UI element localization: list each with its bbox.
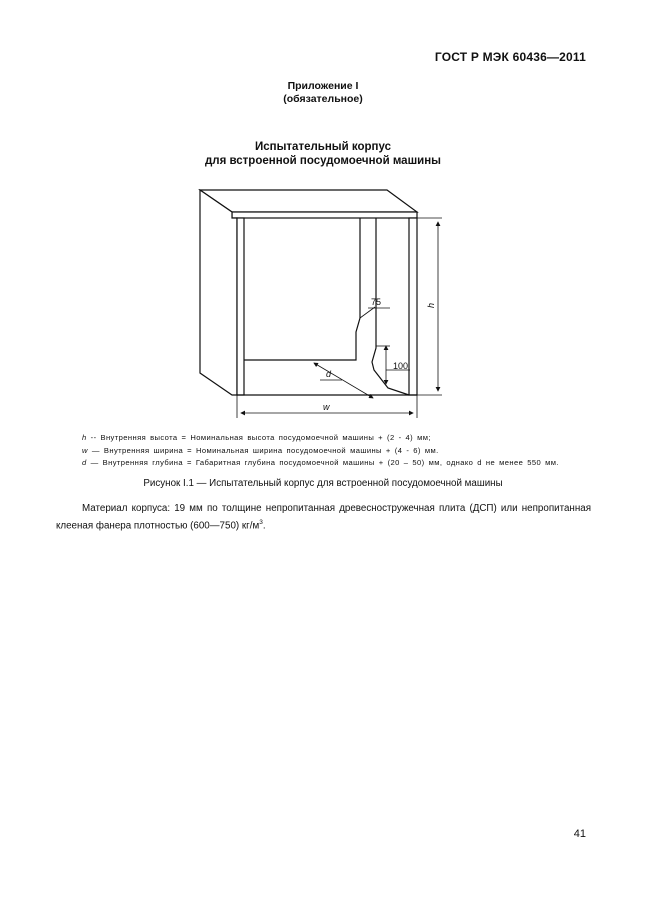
top-panel [200, 190, 417, 212]
figure-legend [82, 432, 602, 470]
label-w: w [323, 402, 330, 412]
legend-symbol-w: w [82, 445, 88, 455]
appendix-heading [0, 80, 646, 106]
label-d: d [326, 369, 332, 379]
legend-symbol-h: h [82, 433, 87, 442]
back-panel [244, 218, 360, 360]
figure-caption: Рисунок I.1 — Испытательный корпус для встроенной посудомоечной машины [143, 478, 503, 489]
right-panel-front-edge [409, 218, 417, 395]
document-code-header: ГОСТ Р МЭК 60436—2011 [434, 50, 586, 64]
material-paragraph [56, 502, 591, 532]
figure-title-line-2: для встроенной посудомоечной машины [204, 155, 442, 167]
legend-row-w [82, 445, 602, 458]
material-end: . [262, 519, 266, 531]
dimension-d-line [314, 363, 373, 398]
left-panel-front-edge [237, 218, 244, 395]
legend-row-d [82, 457, 602, 470]
figure-title-line-1: Испытательный корпус [255, 141, 391, 153]
dimension-75-leader [360, 307, 375, 318]
figure-title [0, 140, 646, 168]
label-75: 75 [371, 297, 382, 307]
material-superscript: 3 [259, 518, 263, 526]
label-100: 100 [393, 361, 409, 371]
material-text: Материал корпуса: 19 мм по толщине непропитанная древесностружечная плита (ДСП) или непропитанная клееная фанера плотностью (600—750) кг/м [56, 503, 591, 531]
legend-symbol-d: d [82, 458, 87, 467]
appendix-title: Приложение I [287, 80, 359, 92]
appendix-status: (обязательное) [283, 93, 363, 105]
left-side-panel [200, 190, 237, 395]
top-panel-front-edge [232, 212, 417, 218]
legend-text-w: — Внутренняя ширина = Номинальная ширина посудомоечной машины + (4 - 6) мм. [87, 445, 439, 455]
page-number: 41 [573, 828, 586, 840]
label-h: h [426, 302, 436, 308]
test-enclosure-drawing [190, 180, 460, 420]
legend-text-d: — Внутренняя глубина = Габаритная глубина посудомоечной машины + (20 – 50) мм, однако d не менее 550 мм. [86, 458, 559, 467]
legend-text-h: -- Внутренняя высота = Номинальная высота посудомоечной машины + (2 - 4) мм; [86, 433, 431, 442]
legend-row-h [82, 432, 602, 445]
